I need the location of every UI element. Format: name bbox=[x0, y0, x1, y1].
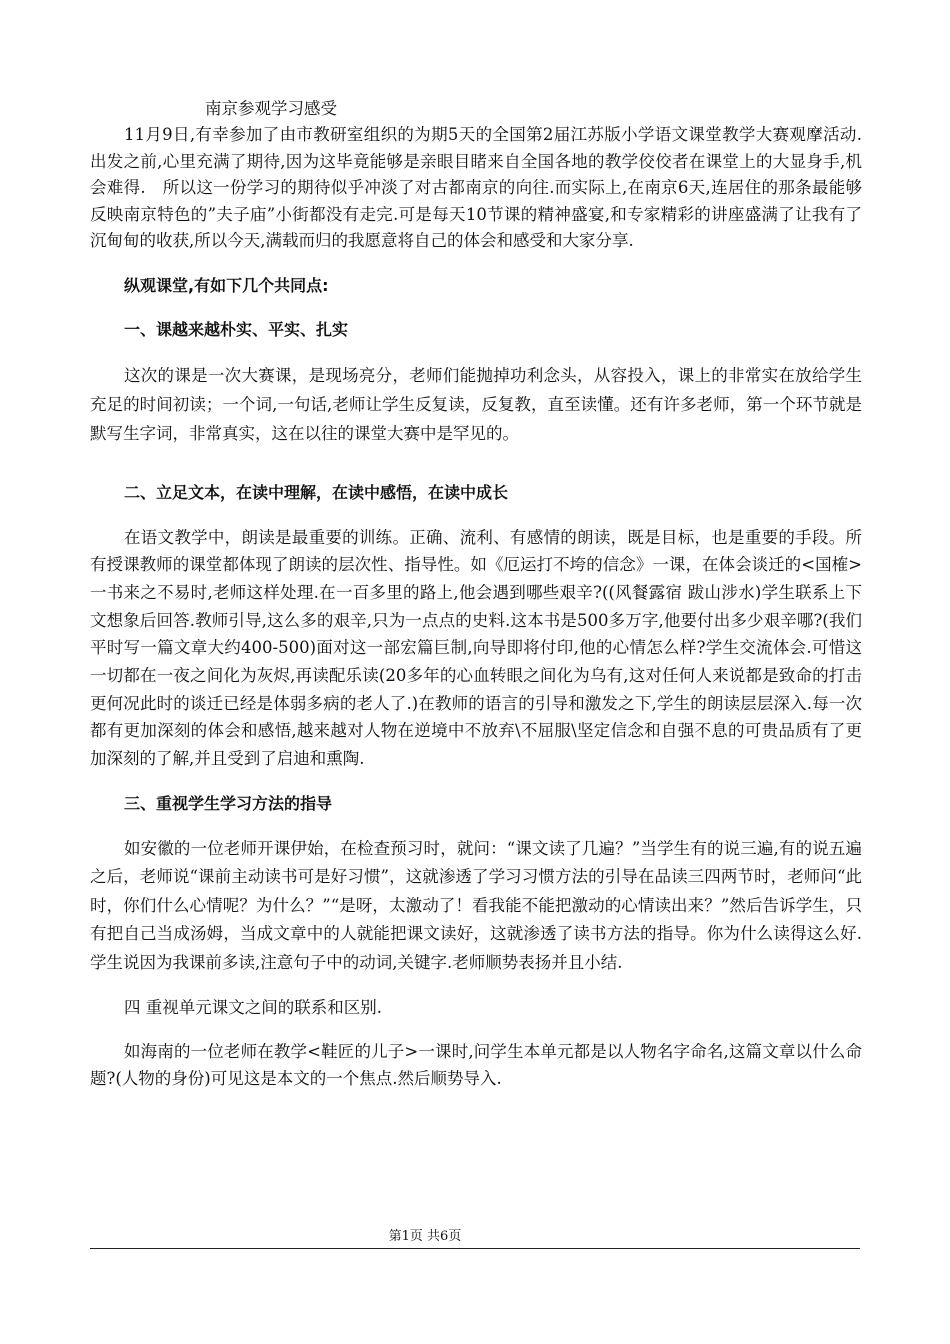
spacer bbox=[90, 506, 862, 524]
section-3-heading: 三、重视学生学习方法的指导 bbox=[124, 793, 333, 813]
spacer bbox=[90, 773, 862, 791]
section-1-heading: 一、课越来越朴实、平实、扎实 bbox=[124, 319, 349, 339]
spacer bbox=[90, 817, 862, 835]
spacer bbox=[90, 255, 862, 273]
document-body bbox=[90, 96, 862, 1092]
overview-heading: 纵观课堂,有如下几个共同点: bbox=[124, 275, 329, 295]
section-4-heading: 四 重视单元课文之间的联系和区别. bbox=[124, 998, 382, 1018]
spacer bbox=[90, 1021, 862, 1039]
spacer bbox=[90, 299, 862, 317]
spacer bbox=[90, 448, 862, 480]
section-2-heading: 二、立足文本，在读中理解，在读中感悟，在读中成长 bbox=[124, 482, 509, 502]
page-footer bbox=[90, 1228, 860, 1249]
document-title: 南京参观学习感受 bbox=[205, 99, 337, 118]
spacer bbox=[90, 343, 862, 361]
section-2-paragraph: 在语文教学中，朗读是最重要的训练。正确、流利、有感情的朗读，既是目标，也是重要的手段。所有授课教师的课堂都体现了朗读的层次性、指导性。如《厄运打不垮的信念》一课，在体会谈迁的<国榷>一书来之不易时,老师这样处理.在一百多里的路上,他会遇到哪些艰辛?((风餐露宿 跋山涉水)学生联系上下文想象后回答.教师引导,这么多的艰辛,只为一点点的史料.这本书是500多万字,他要付出多少艰辛哪?(我们平时写一篇文章大约400-500)面对这一部宏篇巨制,向导即将付印,他的心情怎么样?学生交流体会.可惜这一切都在一夜之间化为灰烬,再读配乐读(20多年的心血转眼之间化为乌有,这对任何人来说都是致命的打击更何况此时的谈迁已经是体弱多病的老人了.)在教师的语言的引导和激发之下,学生的朗读层层深入.每一次都有更加深刻的体会和感悟,越来越对人物在逆境中不放弃\不屈服\坚定信念和自强不息的可贵品质有了更加深刻的了解,并且受到了启迪和熏陶. bbox=[90, 527, 862, 769]
section-3-paragraph: 如安徽的一位老师开课伊始，在检查预习时，就问：“课文读了几遍？”当学生有的说三遍,有的说五遍之后，老师说“课前主动读书可是好习惯”，这就渗透了学习习惯方法的引导在品读三四两节时，老师问“此时，你们什么心情呢？为什么？”“是呀，太激动了！看我能不能把激动的心情读出来？”然后告诉学生，只有把自己当成汤姆，当成文章中的人就能把课文读好，这就渗透了读书方法的指导。你为什么读得这么好.学生说因为我课前多读,注意句子中的动词,关键字.老师顺势表扬并且小结. bbox=[90, 838, 862, 972]
intro-paragraph: 11月9日,有幸参加了由市教研室组织的为期5天的全国第2届江苏版小学语文课堂教学大赛观摩活动.出发之前,心里充满了期待,因为这毕竟能够是亲眼目睹来自全国各地的教学佼佼者在课堂上的大显身手,机会难得. 所以这一份学习的期待似乎冲淡了对古都南京的向往.而实际上,在南京6天,连居住的那条最能够反映南京特色的”夫子庙”小街都没有走完.可是每天10节课的精神盛宴,和专家精彩的讲座盛满了让我有了沉甸甸的收获,所以今天,满载而归的我愿意将自己的体会和感受和大家分享. bbox=[90, 125, 862, 250]
section-4-paragraph: 如海南的一位老师在教学<鞋匠的儿子>一课时,问学生本单元都是以人物名字命名,这篇文章以什么命题?(人物的身份)可见这是本文的一个焦点.然后顺势导入. bbox=[90, 1042, 862, 1088]
page-number: 第1页 共6页 bbox=[388, 1229, 462, 1244]
footer-rule bbox=[90, 1248, 860, 1249]
section-1-paragraph: 这次的课是一次大赛课，是现场亮分，老师们能抛掉功利念头，从容投入，课上的非常实在放给学生充足的时间初读；一个词,一句话,老师让学生反复读，反复教，直至读懂。还有许多老师，第一个环节就是默写生字词，非常真实，这在以往的课堂大赛中是罕见的。 bbox=[90, 365, 862, 443]
spacer bbox=[90, 977, 862, 995]
